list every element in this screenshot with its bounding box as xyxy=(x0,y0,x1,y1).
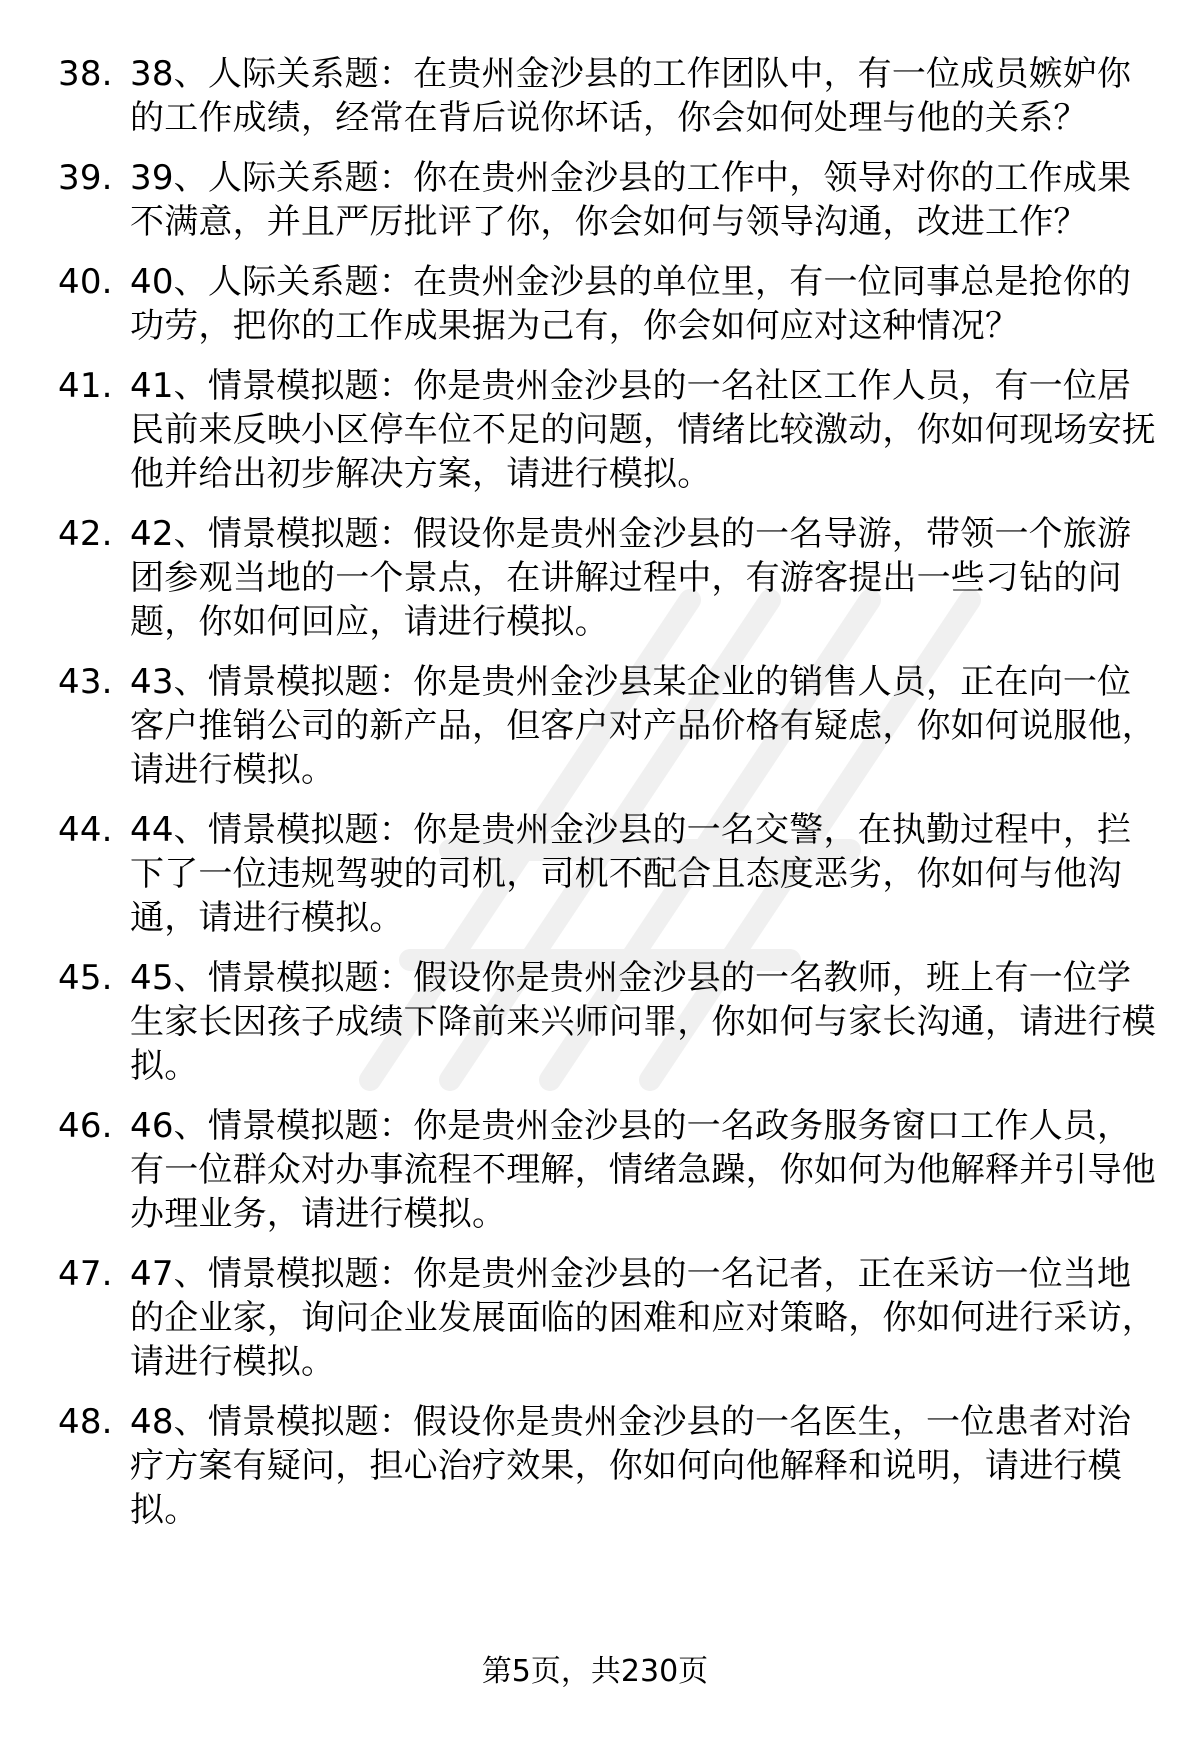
question-number: 48. xyxy=(58,1402,113,1442)
question-text: 44、情景模拟题：你是贵州金沙县的一名交警，在执勤过程中，拦下了一位违规驾驶的司机，司机不配合且态度恶劣，你如何与他沟通，请进行模拟。 xyxy=(130,810,1132,938)
page-number-label: 第5页，共230页 xyxy=(481,1654,709,1689)
question-number: 42. xyxy=(58,514,113,554)
question-item-48 xyxy=(58,1400,1158,1532)
question-list xyxy=(58,52,1158,1548)
question-item-40 xyxy=(58,260,1158,348)
question-text: 46、情景模拟题：你是贵州金沙县的一名政务服务窗口工作人员，有一位群众对办事流程不理解，情绪急躁，你如何为他解释并引导他办理业务，请进行模拟。 xyxy=(130,1106,1156,1234)
question-number: 41. xyxy=(58,366,113,406)
question-text: 42、情景模拟题：假设你是贵州金沙县的一名导游，带领一个旅游团参观当地的一个景点，在讲解过程中，有游客提出一些刁钻的问题，你如何回应，请进行模拟。 xyxy=(130,514,1132,642)
question-number: 44. xyxy=(58,810,113,850)
question-item-39 xyxy=(58,156,1158,244)
question-text: 48、情景模拟题：假设你是贵州金沙县的一名医生，一位患者对治疗方案有疑问，担心治疗效果，你如何向他解释和说明，请进行模拟。 xyxy=(130,1402,1132,1530)
question-item-38 xyxy=(58,52,1158,140)
question-text: 45、情景模拟题：假设你是贵州金沙县的一名教师，班上有一位学生家长因孩子成绩下降前来兴师问罪，你如何与家长沟通，请进行模拟。 xyxy=(130,958,1156,1086)
question-number: 39. xyxy=(58,158,113,198)
page-footer xyxy=(0,1652,1190,1692)
question-item-42 xyxy=(58,512,1158,644)
question-text: 47、情景模拟题：你是贵州金沙县的一名记者，正在采访一位当地的企业家，询问企业发展面临的困难和应对策略，你如何进行采访，请进行模拟。 xyxy=(130,1254,1156,1382)
question-item-43 xyxy=(58,660,1158,792)
question-item-41 xyxy=(58,364,1158,496)
question-number: 38. xyxy=(58,54,113,94)
question-item-45 xyxy=(58,956,1158,1088)
question-text: 43、情景模拟题：你是贵州金沙县某企业的销售人员，正在向一位客户推销公司的新产品，但客户对产品价格有疑虑，你如何说服他，请进行模拟。 xyxy=(130,662,1156,790)
question-number: 46. xyxy=(58,1106,113,1146)
question-number: 45. xyxy=(58,958,113,998)
question-item-47 xyxy=(58,1252,1158,1384)
question-text: 38、人际关系题：在贵州金沙县的工作团队中，有一位成员嫉妒你的工作成绩，经常在背后说你坏话，你会如何处理与他的关系？ xyxy=(130,54,1132,138)
question-text: 40、人际关系题：在贵州金沙县的单位里，有一位同事总是抢你的功劳，把你的工作成果据为己有，你会如何应对这种情况？ xyxy=(130,262,1132,346)
question-text: 39、人际关系题：你在贵州金沙县的工作中，领导对你的工作成果不满意，并且严厉批评了你，你会如何与领导沟通，改进工作？ xyxy=(130,158,1132,242)
question-number: 43. xyxy=(58,662,113,702)
question-text: 41、情景模拟题：你是贵州金沙县的一名社区工作人员，有一位居民前来反映小区停车位不足的问题，情绪比较激动，你如何现场安抚他并给出初步解决方案，请进行模拟。 xyxy=(130,366,1156,494)
question-item-44 xyxy=(58,808,1158,940)
question-number: 47. xyxy=(58,1254,113,1294)
question-item-46 xyxy=(58,1104,1158,1236)
question-number: 40. xyxy=(58,262,113,302)
